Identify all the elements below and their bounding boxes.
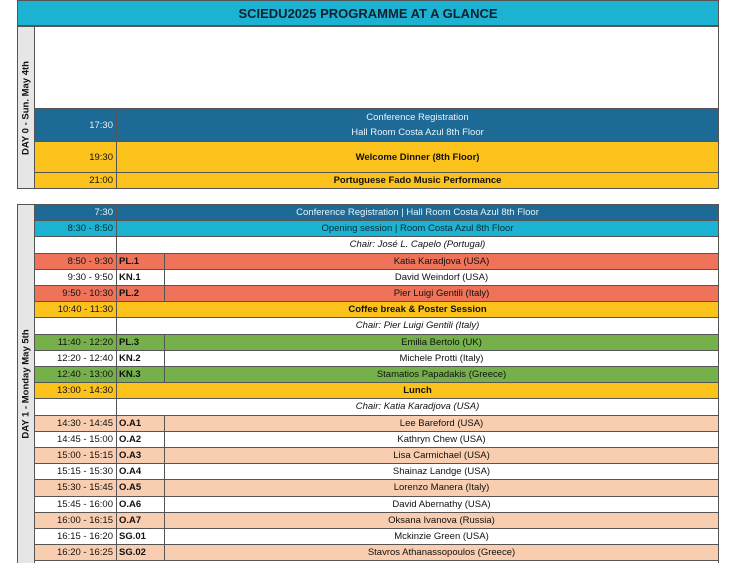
code-cell: O.A3 <box>117 448 165 463</box>
event-cell <box>117 109 718 141</box>
time-cell: 7:30 <box>35 205 117 220</box>
time-cell <box>35 318 117 333</box>
programme-title: SCIEDU2025 PROGRAMME AT A GLANCE <box>17 0 719 26</box>
day0-registration-row <box>35 109 718 142</box>
time-cell: 14:30 - 14:45 <box>35 416 117 431</box>
speaker-cell: Oksana Ivanova (Russia) <box>388 514 495 526</box>
code-cell: O.A5 <box>117 480 165 495</box>
time-cell: 16:00 - 16:15 <box>35 513 117 528</box>
time-cell <box>35 399 117 414</box>
chair-cell: Chair: Katia Karadjova (USA) <box>355 401 480 413</box>
time-cell: 9:30 - 9:50 <box>35 270 117 285</box>
day1-rows <box>35 205 718 563</box>
time-cell: 14:45 - 15:00 <box>35 432 117 447</box>
time-cell: 15:30 - 15:45 <box>35 480 117 495</box>
speaker-cell: Emilia Bertolo (UK) <box>401 336 482 348</box>
schedule-row <box>35 464 718 480</box>
time-cell: 21:00 <box>35 173 117 188</box>
time-cell: 19:30 <box>35 142 117 172</box>
code-cell: O.A4 <box>117 464 165 479</box>
schedule-row <box>35 205 718 221</box>
time-cell: 11:40 - 12:20 <box>35 335 117 350</box>
code-cell: PL.3 <box>117 335 165 350</box>
code-cell: KN.1 <box>117 270 165 285</box>
schedule-row <box>35 529 718 545</box>
chair-row <box>35 318 718 334</box>
speaker-cell: David Abernathy (USA) <box>392 498 491 510</box>
day0-label-text: DAY 0 - Sun. May 4th <box>20 60 32 155</box>
day1-label-text: DAY 1 - Monday May 5th <box>20 329 32 439</box>
day0-rows <box>35 27 718 188</box>
schedule-row <box>35 513 718 529</box>
time-cell: 17:30 <box>35 109 117 141</box>
code-cell: SG.01 <box>117 529 165 544</box>
chair-row <box>35 399 718 415</box>
time-cell: 15:15 - 15:30 <box>35 464 117 479</box>
speaker-cell: Shainaz Landge (USA) <box>392 466 491 478</box>
time-cell: 8:30 - 8:50 <box>35 221 117 236</box>
speaker-cell: Lee Bareford (USA) <box>399 417 484 429</box>
time-cell: 15:45 - 16:00 <box>35 497 117 512</box>
schedule-row <box>35 254 718 270</box>
event-cell: Portuguese Fado Music Performance <box>333 175 502 186</box>
time-cell: 15:00 - 15:15 <box>35 448 117 463</box>
schedule-row <box>35 270 718 286</box>
time-cell <box>35 237 117 252</box>
time-cell: 13:00 - 14:30 <box>35 383 117 398</box>
speaker-cell: Katia Karadjova (USA) <box>393 255 490 267</box>
chair-cell: Chair: José L. Capelo (Portugal) <box>349 239 486 251</box>
day0-block <box>17 26 719 189</box>
registration-line2: Hall Room Costa Azul 8th Floor <box>351 127 484 138</box>
code-cell: PL.1 <box>117 254 165 269</box>
event-cell: Coffee break & Poster Session <box>348 304 487 316</box>
schedule-row <box>35 221 718 237</box>
speaker-cell: Lisa Carmichael (USA) <box>393 450 490 462</box>
speaker-cell: Pier Luigi Gentili (Italy) <box>393 288 490 300</box>
chair-row <box>35 237 718 253</box>
day0-dinner-row <box>35 142 718 173</box>
code-cell: PL.2 <box>117 286 165 301</box>
break-row <box>35 302 718 318</box>
speaker-cell: Mckinzie Green (USA) <box>394 531 489 543</box>
speaker-cell: Michele Protti (Italy) <box>399 352 484 364</box>
code-cell: O.A1 <box>117 416 165 431</box>
time-cell: 16:20 - 16:25 <box>35 545 117 560</box>
schedule-row <box>35 286 718 302</box>
day1-label <box>18 205 35 563</box>
event-cell: Conference Registration | Hall Room Costa Azul 8th Floor <box>296 207 539 219</box>
schedule-row <box>35 416 718 432</box>
time-cell: 12:20 - 12:40 <box>35 351 117 366</box>
day0-empty-row <box>35 27 718 109</box>
time-cell: 10:40 - 11:30 <box>35 302 117 317</box>
schedule-row <box>35 448 718 464</box>
speaker-cell: Stamatios Papadakis (Greece) <box>376 369 507 381</box>
registration-line1: Conference Registration <box>366 112 469 123</box>
code-cell: SG.02 <box>117 545 165 560</box>
schedule-row <box>35 432 718 448</box>
speaker-cell: David Weindorf (USA) <box>394 271 489 283</box>
code-cell: O.A2 <box>117 432 165 447</box>
event-cell: Welcome Dinner (8th Floor) <box>355 151 480 163</box>
lunch-row <box>35 383 718 399</box>
code-cell: KN.3 <box>117 367 165 382</box>
schedule-row <box>35 545 718 561</box>
time-cell: 8:50 - 9:30 <box>35 254 117 269</box>
code-cell: O.A7 <box>117 513 165 528</box>
speaker-cell: Stavros Athanassopoulos (Greece) <box>367 547 516 559</box>
schedule-row <box>35 497 718 513</box>
time-cell: 12:40 - 13:00 <box>35 367 117 382</box>
schedule-row <box>35 335 718 351</box>
event-cell: Lunch <box>403 385 432 397</box>
day0-label <box>18 27 35 188</box>
schedule-row <box>35 351 718 367</box>
code-cell: O.A6 <box>117 497 165 512</box>
speaker-cell: Lorenzo Manera (Italy) <box>393 482 490 494</box>
time-cell: 16:15 - 16:20 <box>35 529 117 544</box>
time-cell: 9:50 - 10:30 <box>35 286 117 301</box>
schedule-row <box>35 480 718 496</box>
event-cell: Opening session | Room Costa Azul 8th Floor <box>321 223 514 235</box>
speaker-cell: Kathryn Chew (USA) <box>397 433 486 445</box>
chair-cell: Chair: Pier Luigi Gentili (Italy) <box>355 320 480 332</box>
code-cell: KN.2 <box>117 351 165 366</box>
day1-block <box>17 204 719 563</box>
schedule-row <box>35 367 718 383</box>
day0-fado-row <box>35 173 718 188</box>
